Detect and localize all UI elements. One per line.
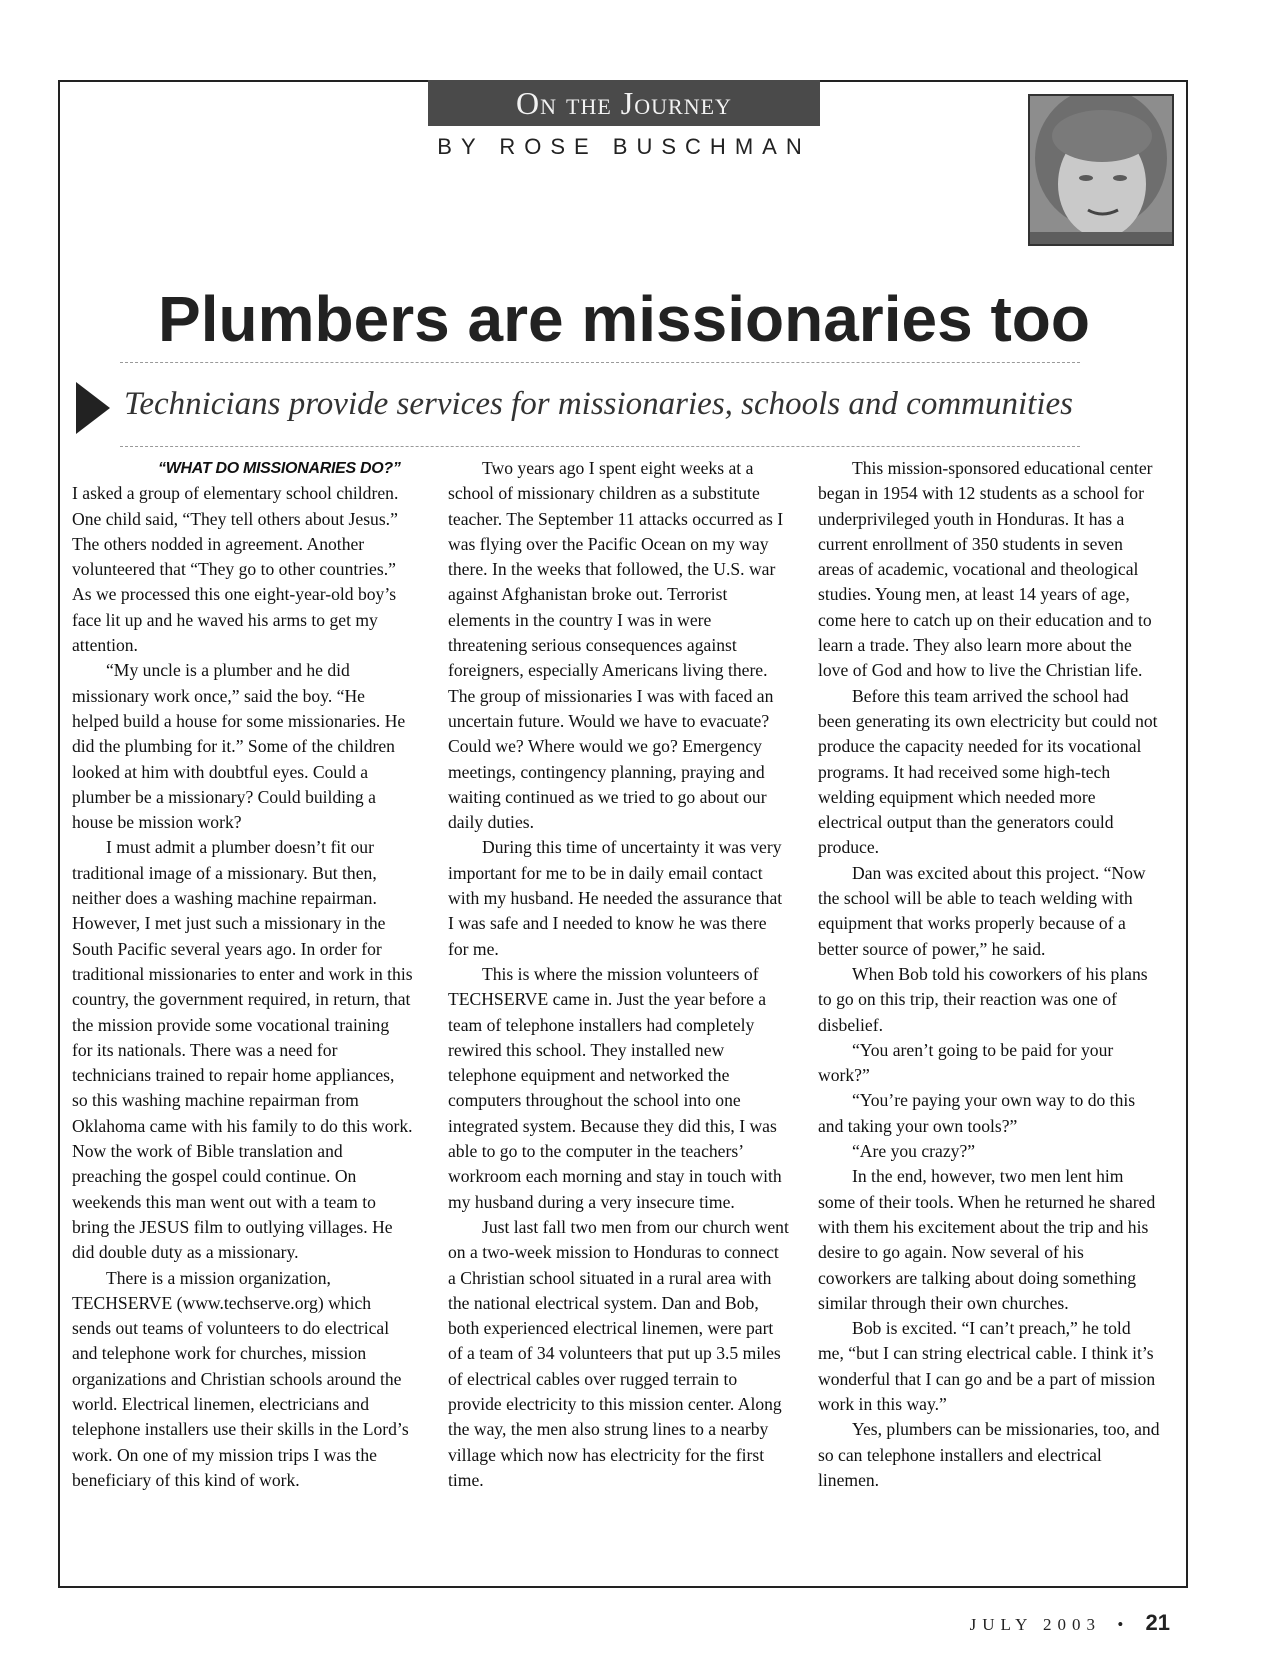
footer-bullet: • [1117, 1615, 1130, 1634]
paragraph: Yes, plumbers can be missionaries, too, and so can telephone installers and electrical linemen. [818, 1419, 1160, 1490]
paragraph: When Bob told his coworkers of his plans to go on this trip, their reaction was one of disbelief. [818, 963, 1148, 1035]
paragraph: Bob is excited. “I can’t preach,” he told me, “but I can string electrical cable. I think it’s wonderful that I can go and be a part of mission work in this way.” [818, 1318, 1156, 1414]
author-photo [1028, 94, 1174, 246]
page-number: 21 [1145, 1610, 1170, 1635]
article-column-1 [72, 456, 414, 1493]
article-column-2 [448, 456, 790, 1493]
paragraph: This mission-sponsored educational center began in 1954 with 12 students as a school for underprivileged youth in Honduras. It has a current enrollment of 350 students in seven areas of academic, vocational and theological studies. Young men, at least 14 years of age, come here to catch up on their education and to learn a trade. They also learn more about the love of God and how to live the Christian life. [818, 458, 1153, 681]
paragraph: Just last fall two men from our church went on a two-week mission to Honduras to connect a Christian school situated in a rural area with the national electrical system. Dan and Bob, both experienced electrical linemen, were part of a team of 34 volunteers that put up 3.5 miles of electrical cables over rugged terrain to provide electricity to this mission center. Along the way, the men also strung lines to a nearby village which now has electricity for the first time. [448, 1216, 789, 1490]
paragraph: This is where the mission volunteers of TECHSERVE came in. Just the year before a team of telephone installers had completely rewired this school. They installed new telephone equipment and networked the computers throughout the school into one integrated system. Because they did this, I was able to go to the computer in the teachers’ workroom each morning and stay in touch with my husband during a very insecure time. [448, 963, 782, 1212]
paragraph: “You aren’t going to be paid for your work?” [818, 1039, 1114, 1086]
deck-arrow-icon [76, 382, 110, 434]
lead-in-question: “WHAT DO MISSIONARIES DO?” [158, 460, 401, 477]
headline: Plumbers are missionaries too [158, 283, 1090, 355]
article-column-3 [818, 456, 1160, 1493]
paragraph: Before this team arrived the school had been generating its own electricity but could not produce the capacity needed for its vocational programs. It had received some high-tech welding equipment which needed more electrical output than the generators could produce. [818, 685, 1158, 858]
paragraph: “Are you crazy?” [852, 1141, 976, 1162]
deck-bottom-rule [120, 446, 1080, 447]
author-portrait-image [1030, 96, 1172, 244]
paragraph: There is a mission organization, TECHSERVE (www.techserve.org) which sends out teams of volunteers to do electrical and telephone work for churches, mission organizations and Christian schools around the world. Electrical linemen, electricians and telephone installers use their skills in the Lord’s work. On one of my mission trips I was the beneficiary of this kind of work. [72, 1267, 409, 1490]
byline: BY ROSE BUSCHMAN [437, 134, 811, 159]
paragraph: “You’re paying your own way to do this and taking your own tools?” [818, 1090, 1136, 1136]
issue-date: JULY 2003 [969, 1615, 1102, 1634]
deck-subtitle: Technicians provide services for missionaries, schools and communities [124, 386, 1073, 422]
paragraph: I asked a group of elementary school children. One child said, “They tell others about Jesus.” The others nodded in agreement. Another volunteered that “They go to other countries.” As we processed this one eight-year-old boy’s face lit up and he waved his arms to get my attention. [72, 483, 399, 656]
paragraph: Two years ago I spent eight weeks at a school of missionary children as a substitute teacher. The September 11 attacks occurred as I was flying over the Pacific Ocean on my way there. In the weeks that followed, the U.S. war against Afghanistan broke out. Terrorist elements in the country I was in were threatening serious consequences against foreigners, especially Americans living there. The group of missionaries I was with faced an uncertain future. Would we have to evacuate? Could we? Where would we go? Emergency meetings, contingency planning, praying and waiting continued as we tried to go about our daily duties. [448, 458, 784, 833]
paragraph: During this time of uncertainty it was very important for me to be in daily email contact with my husband. He needed the assurance that I was safe and I needed to know he was there for me. [448, 837, 783, 959]
column-kicker: On the Journey [428, 80, 820, 126]
paragraph: “My uncle is a plumber and he did missionary work once,” said the boy. “He helped build a house for some missionaries. He did the plumbing for it.” Some of the children looked at him with doubtful eyes. Could a plumber be a missionary? Could building a house be mission work? [72, 660, 406, 833]
page-footer [970, 1610, 1170, 1636]
paragraph: In the end, however, two men lent him some of their tools. When he returned he shared with them his excitement about the trip and his desire to go again. Now several of his coworkers are talking about doing something similar through their own churches. [818, 1166, 1156, 1313]
paragraph: Dan was excited about this project. “Now the school will be able to teach welding with equipment that works properly because of a better source of power,” he said. [818, 862, 1146, 959]
paragraph: I must admit a plumber doesn’t fit our traditional image of a missionary. But then, neither does a washing machine repairman. However, I met just such a missionary in the South Pacific several years ago. In order for traditional missionaries to enter and work in this country, the government required, in return, that the mission provide some vocational training for its nationals. There was a need for technicians trained to repair home appliances, so this washing machine repairman from Oklahoma came with his family to do this work. Now the work of Bible translation and preaching the gospel could continue. On weekends this man went out with a team to bring the JESUS film to outlying villages. He did double duty as a missionary. [72, 837, 413, 1263]
deck-top-rule [120, 362, 1080, 363]
